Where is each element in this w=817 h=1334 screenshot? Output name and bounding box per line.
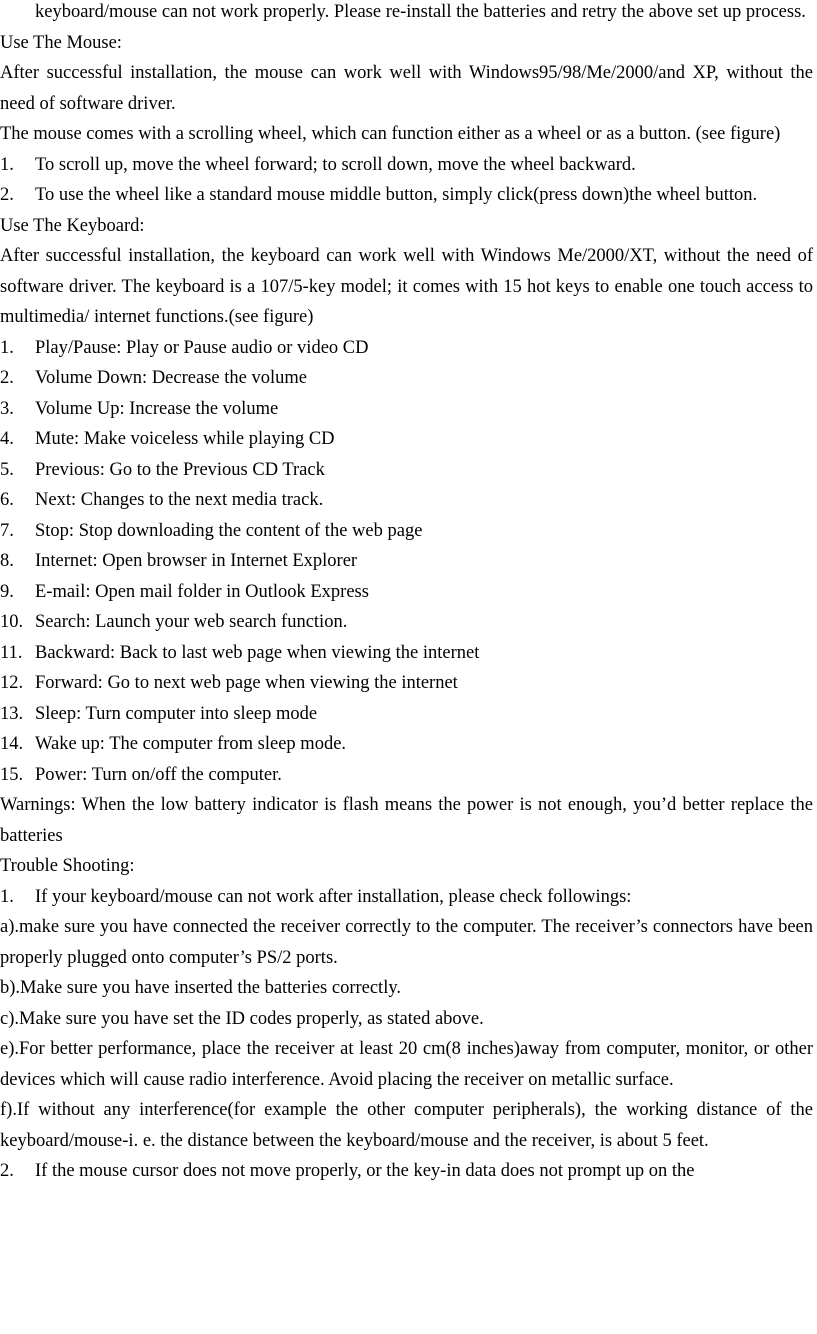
list-text: Internet: Open browser in Internet Explorer bbox=[35, 551, 358, 571]
check-e: e).For better performance, place the receiver at least 20 cm(8 inches)away from computer, monitor, or other devices which will cause radio interference. Avoid placing the receiver on metallic surface. bbox=[0, 1039, 813, 1090]
list-text: Volume Up: Increase the volume bbox=[35, 398, 279, 419]
hotkey-item bbox=[0, 424, 813, 455]
hotkey-item bbox=[0, 394, 813, 425]
list-text: Next: Changes to the next media track. bbox=[35, 490, 324, 510]
list-number: 10. bbox=[0, 612, 24, 632]
list-number: 5. bbox=[0, 459, 14, 480]
hotkey-item bbox=[0, 363, 813, 394]
list-text: Wake up: The computer from sleep mode. bbox=[35, 734, 347, 754]
list-text: Forward: Go to next web page when viewing the internet bbox=[35, 673, 458, 693]
check-c: c).Make sure you have set the ID codes properly, as stated above. bbox=[0, 1008, 484, 1029]
list-number: 6. bbox=[0, 490, 14, 510]
hotkey-item bbox=[0, 760, 813, 791]
list-text: Previous: Go to the Previous CD Track bbox=[35, 459, 325, 480]
mouse-intro: After successful installation, the mouse can work well with Windows95/98/Me/2000/and XP, without the need of software driver. bbox=[0, 63, 813, 114]
list-number: 13. bbox=[0, 703, 24, 724]
list-number: 15. bbox=[0, 764, 24, 785]
list-number: 14. bbox=[0, 734, 24, 754]
mouse-wheel-intro: The mouse comes with a scrolling wheel, which can function either as a wheel or as a button. (see figure) bbox=[0, 124, 781, 144]
check-f: f).If without any interference(for example the other computer peripherals), the working distance of the keyboard/mouse-i. e. the distance between the keyboard/mouse and the receiver, is about 5 feet. bbox=[0, 1100, 813, 1151]
list-number: 9. bbox=[0, 581, 14, 602]
list-number: 11. bbox=[0, 642, 23, 663]
list-number: 4. bbox=[0, 429, 14, 449]
list-text: Sleep: Turn computer into sleep mode bbox=[35, 703, 318, 724]
list-number: 1. bbox=[0, 886, 14, 907]
hotkey-item bbox=[0, 455, 813, 486]
list-item bbox=[0, 1156, 813, 1187]
check-b: b).Make sure you have inserted the batteries correctly. bbox=[0, 978, 402, 998]
list-number: 2. bbox=[0, 185, 14, 205]
list-text: To scroll up, move the wheel forward; to scroll down, move the wheel backward. bbox=[35, 154, 636, 175]
hotkey-item bbox=[0, 638, 813, 669]
troubleshooting-heading: Trouble Shooting: bbox=[0, 856, 135, 876]
list-item bbox=[0, 882, 813, 913]
list-item bbox=[0, 150, 813, 181]
continuation-paragraph: keyboard/mouse can not work properly. Please re-install the batteries and retry the above set up process. bbox=[35, 2, 806, 22]
list-text: To use the wheel like a standard mouse middle button, simply click(press down)the wheel button. bbox=[35, 185, 758, 205]
hotkey-item bbox=[0, 607, 813, 638]
hotkey-item bbox=[0, 516, 813, 547]
list-item bbox=[0, 180, 813, 211]
mouse-heading: Use The Mouse: bbox=[0, 32, 122, 53]
list-number: 7. bbox=[0, 520, 14, 541]
list-number: 2. bbox=[0, 368, 14, 388]
hotkey-item bbox=[0, 729, 813, 760]
list-number: 1. bbox=[0, 154, 14, 175]
hotkey-item bbox=[0, 699, 813, 730]
list-text: Power: Turn on/off the computer. bbox=[35, 764, 282, 785]
hotkey-item bbox=[0, 577, 813, 608]
keyboard-intro: After successful installation, the keyboard can work well with Windows Me/2000/XT, without the need of software driver. The keyboard is a 107/5-key model; it comes with 15 hot keys to enable one touch access to multimedia/ internet functions.(see figure) bbox=[0, 246, 813, 327]
list-text: If your keyboard/mouse can not work after installation, please check followings: bbox=[35, 886, 632, 907]
list-number: 12. bbox=[0, 673, 24, 693]
hotkey-item bbox=[0, 546, 813, 577]
hotkey-item bbox=[0, 485, 813, 516]
list-number: 3. bbox=[0, 398, 14, 419]
list-text: If the mouse cursor does not move properly, or the key-in data does not prompt up on the bbox=[35, 1161, 695, 1181]
list-text: Play/Pause: Play or Pause audio or video CD bbox=[35, 337, 369, 358]
list-text: Stop: Stop downloading the content of the web page bbox=[35, 520, 423, 541]
list-text: E-mail: Open mail folder in Outlook Express bbox=[35, 581, 369, 602]
list-text: Backward: Back to last web page when viewing the internet bbox=[35, 642, 480, 663]
warnings-paragraph: Warnings: When the low battery indicator is flash means the power is not enough, you’d better replace the batteries bbox=[0, 795, 813, 846]
check-a: a).make sure you have connected the receiver correctly to the computer. The receiver’s connectors have been properly plugged onto computer’s PS/2 ports. bbox=[0, 917, 813, 968]
keyboard-heading: Use The Keyboard: bbox=[0, 215, 145, 236]
list-number: 1. bbox=[0, 337, 14, 358]
list-text: Search: Launch your web search function. bbox=[35, 612, 348, 632]
hotkey-item bbox=[0, 668, 813, 699]
list-text: Mute: Make voiceless while playing CD bbox=[35, 429, 335, 449]
hotkey-item bbox=[0, 333, 813, 364]
list-number: 2. bbox=[0, 1161, 14, 1181]
list-number: 8. bbox=[0, 551, 14, 571]
list-text: Volume Down: Decrease the volume bbox=[35, 368, 307, 388]
